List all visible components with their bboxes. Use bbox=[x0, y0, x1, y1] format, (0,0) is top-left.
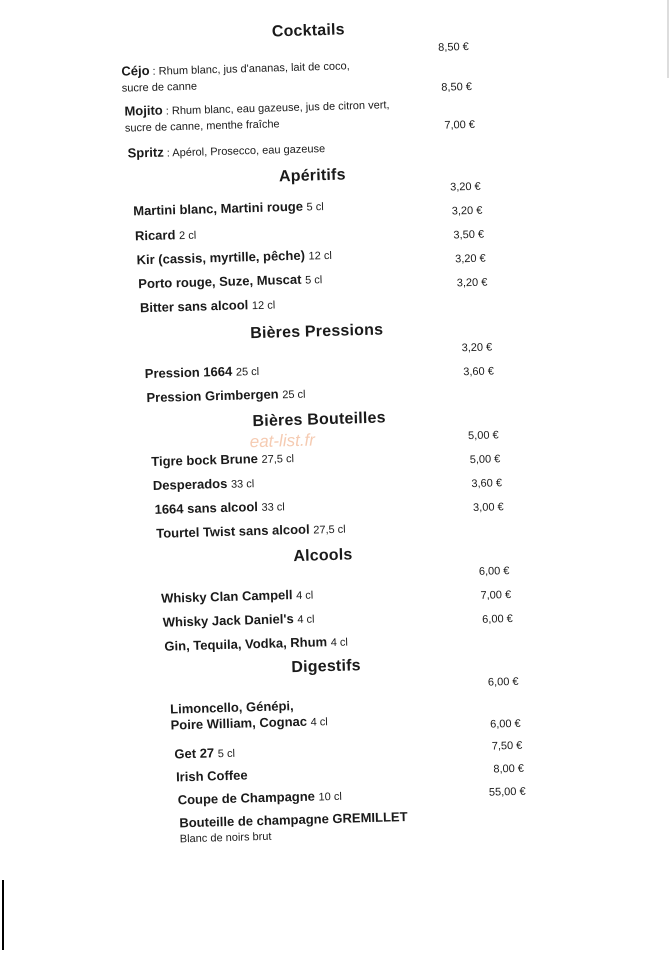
item-volume: 27,5 cl bbox=[313, 523, 346, 537]
item-name: Bouteille de champagne GREMILLET bbox=[179, 808, 408, 831]
watermark: eat-list.fr bbox=[249, 430, 316, 452]
item-name: Whisky Clan Campell bbox=[160, 587, 293, 606]
menu-item bbox=[154, 493, 484, 519]
item-price: 3,20 € bbox=[456, 276, 488, 290]
menu-item bbox=[153, 469, 483, 495]
menu-item bbox=[163, 606, 493, 632]
item-volume: 12 cl bbox=[308, 249, 332, 263]
item-name: Ricard bbox=[134, 227, 176, 244]
menu-item bbox=[164, 629, 494, 655]
item-price: 3,20 € bbox=[451, 204, 483, 218]
item-description: : Rhum blanc, jus d'ananas, lait de coco, bbox=[149, 60, 350, 78]
item-volume: 5 cl bbox=[217, 747, 236, 761]
menu-item bbox=[124, 94, 455, 136]
section-title-alcools: Alcools bbox=[293, 546, 353, 566]
item-price: 5,00 € bbox=[467, 429, 499, 443]
item-price: 3,60 € bbox=[463, 365, 495, 379]
scan-edge-right bbox=[667, 0, 669, 78]
item-name: Porto rouge, Suze, Muscat bbox=[138, 271, 302, 292]
item-description: : Rhum blanc, eau gazeuse, jus de citron vert, bbox=[162, 99, 390, 118]
menu-item bbox=[146, 381, 476, 407]
item-name: 1664 sans alcool bbox=[154, 499, 259, 517]
item-price: 55,00 € bbox=[488, 785, 526, 799]
item-price: 3,20 € bbox=[454, 252, 486, 266]
item-volume: 4 cl bbox=[330, 636, 349, 650]
item-name: Desperados bbox=[152, 475, 228, 493]
item-name: Whisky Jack Daniel's bbox=[162, 611, 294, 630]
menu-item bbox=[179, 806, 510, 847]
item-price: 8,50 € bbox=[441, 80, 473, 94]
item-price: 8,00 € bbox=[493, 762, 525, 776]
item-name-line2: Poire William, Cognac bbox=[170, 713, 308, 733]
item-name: Pression 1664 bbox=[144, 363, 233, 382]
menu-item bbox=[178, 783, 508, 809]
menu-item bbox=[127, 136, 457, 162]
item-description-line2: sucre de canne bbox=[121, 80, 198, 95]
menu-item bbox=[151, 445, 481, 471]
item-price: 3,00 € bbox=[472, 501, 504, 515]
item-price: 3,20 € bbox=[461, 341, 493, 355]
menu-item bbox=[156, 517, 486, 543]
item-name: Limoncello, Génépi, bbox=[169, 698, 294, 717]
item-volume: 33 cl bbox=[261, 501, 285, 514]
item-price: 6,00 € bbox=[489, 717, 521, 731]
item-volume: 5 cl bbox=[304, 274, 323, 287]
item-price: 6,00 € bbox=[478, 565, 510, 578]
item-price: 7,00 € bbox=[444, 118, 476, 132]
section-title-bieres-pressions: Bières Pressions bbox=[249, 321, 384, 343]
item-volume: 4 cl bbox=[296, 589, 314, 602]
menu-item bbox=[170, 692, 501, 734]
menu-item bbox=[133, 194, 463, 220]
item-name: Céjo bbox=[121, 62, 150, 79]
item-volume: 10 cl bbox=[318, 790, 342, 804]
item-volume: 12 cl bbox=[251, 299, 276, 313]
item-name: Kir (cassis, myrtille, pêche) bbox=[136, 247, 306, 268]
item-name: Martini blanc, Martini rouge bbox=[133, 198, 304, 219]
menu-item bbox=[145, 357, 475, 383]
item-subtitle: Blanc de noirs brut bbox=[179, 830, 272, 846]
scan-edge-left bbox=[2, 880, 4, 950]
item-name: Gin, Tequila, Vodka, Rhum bbox=[164, 634, 328, 654]
item-name: Irish Coffee bbox=[175, 767, 248, 785]
menu-item bbox=[136, 243, 466, 269]
item-price: 3,20 € bbox=[449, 180, 481, 194]
item-volume: 4 cl bbox=[310, 716, 328, 729]
item-price: 8,50 € bbox=[438, 40, 469, 54]
item-volume: 25 cl bbox=[282, 388, 306, 402]
section-title-aperitifs: Apéritifs bbox=[278, 166, 346, 186]
item-price: 6,00 € bbox=[487, 675, 519, 689]
section-title-cocktails: Cocktails bbox=[271, 21, 345, 41]
menu-item bbox=[161, 582, 491, 608]
item-name: Pression Grimbergen bbox=[146, 386, 279, 406]
item-name: Get 27 bbox=[174, 745, 215, 762]
menu-item bbox=[121, 54, 452, 96]
item-price: 3,50 € bbox=[453, 228, 485, 242]
item-price: 7,50 € bbox=[491, 739, 523, 753]
item-volume: 27,5 cl bbox=[261, 453, 295, 466]
item-name: Bitter sans alcool bbox=[139, 297, 249, 316]
item-price: 3,60 € bbox=[471, 477, 503, 491]
item-description: : Apérol, Prosecco, eau gazeuse bbox=[163, 143, 326, 160]
menu-item bbox=[138, 267, 468, 293]
item-name: Coupe de Champagne bbox=[177, 788, 316, 808]
item-volume: 2 cl bbox=[178, 229, 197, 243]
item-name: Mojito bbox=[124, 102, 163, 119]
item-price: 5,00 € bbox=[469, 453, 501, 467]
menu-item bbox=[176, 760, 506, 785]
section-title-digestifs: Digestifs bbox=[291, 657, 361, 677]
item-volume: 25 cl bbox=[235, 365, 260, 379]
item-description-line2: sucre de canne, menthe fraîche bbox=[124, 118, 280, 135]
item-name: Spritz bbox=[127, 144, 164, 161]
menu-item bbox=[135, 219, 465, 245]
menu-item bbox=[174, 737, 504, 763]
item-price: 6,00 € bbox=[482, 612, 513, 626]
item-volume: 33 cl bbox=[230, 478, 255, 491]
menu-item bbox=[140, 291, 470, 317]
item-price: 7,00 € bbox=[480, 589, 512, 602]
section-title-bieres-bouteilles: Bières Bouteilles bbox=[252, 409, 386, 431]
item-volume: 5 cl bbox=[306, 201, 324, 214]
item-name: Tigre bock Brune bbox=[151, 451, 259, 469]
item-volume: 4 cl bbox=[297, 613, 315, 626]
item-name: Tourtel Twist sans alcool bbox=[156, 521, 310, 541]
